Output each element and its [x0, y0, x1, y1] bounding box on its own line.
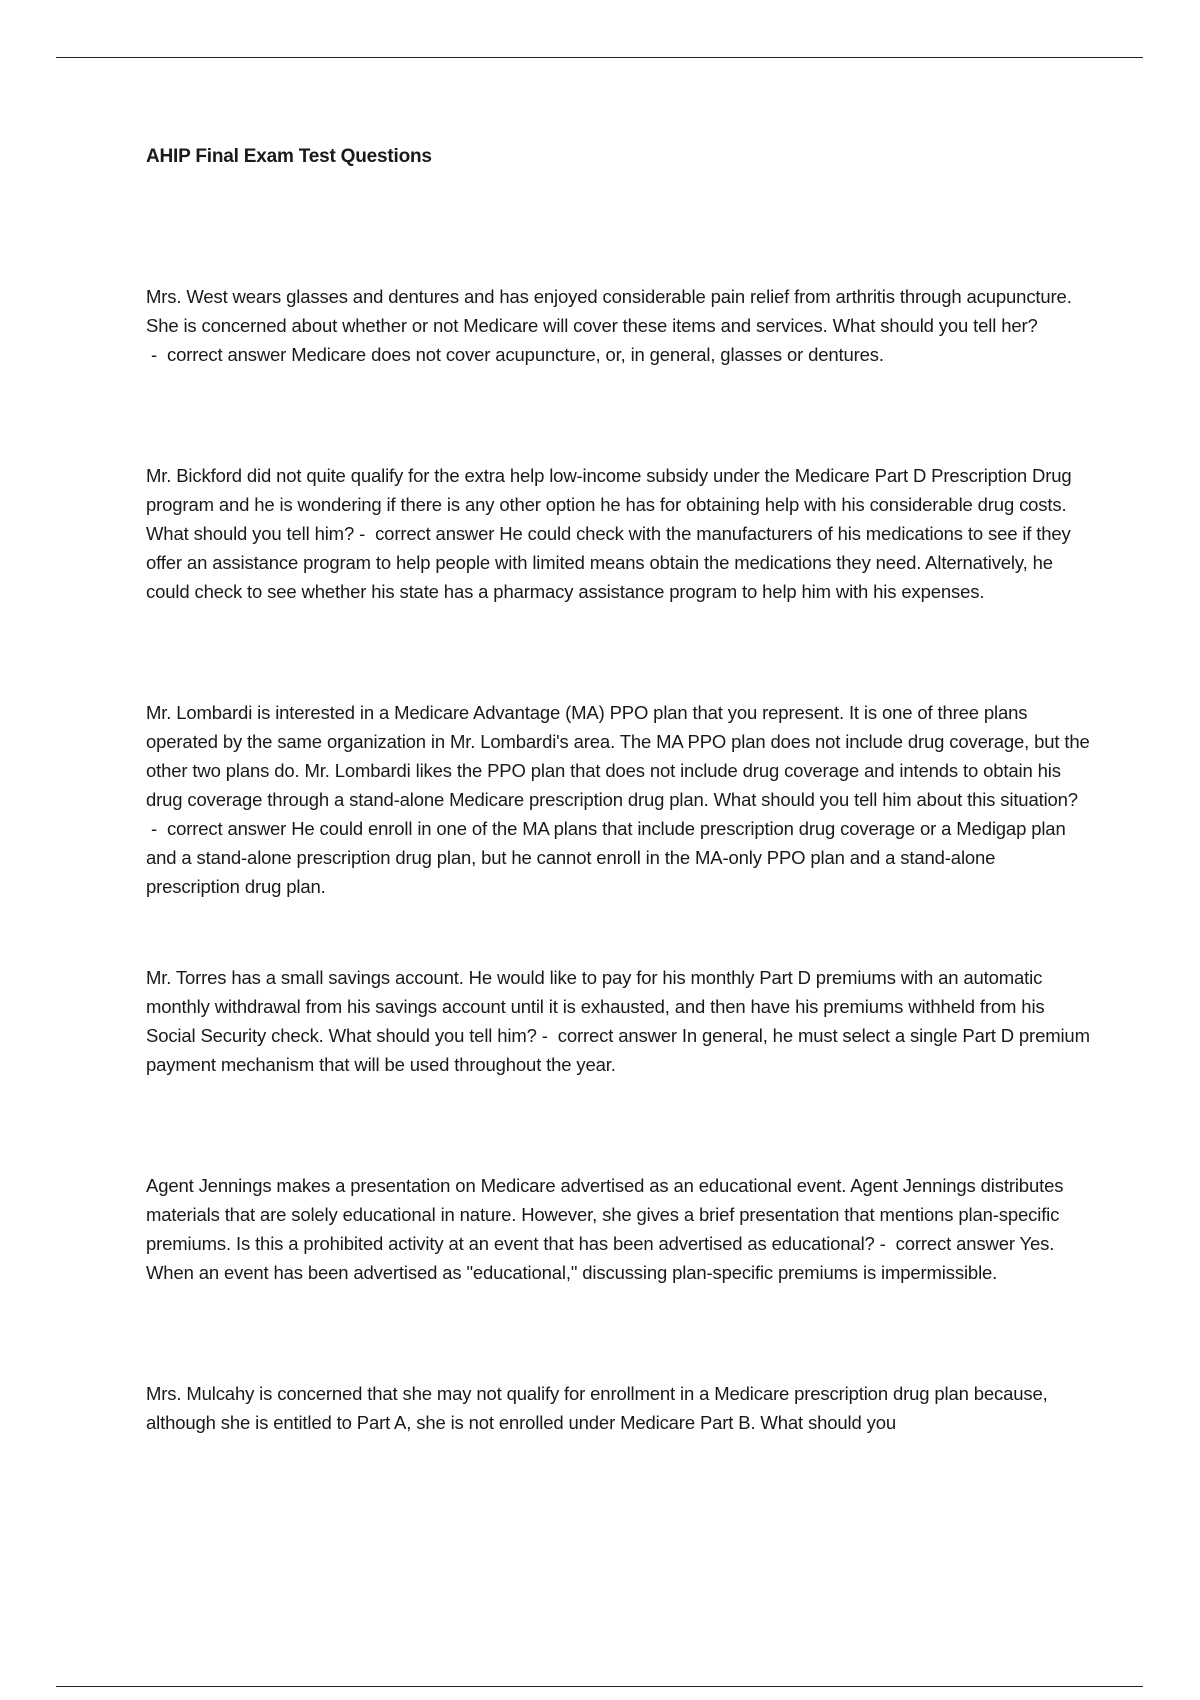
top-rule — [56, 57, 1143, 58]
question-text: Agent Jennings makes a presentation on Medicare advertised as an educational event. Agent Jennings distributes materials that are solely educational in nature. However, she gives a brief presentation that mentions plan-specific premiums. Is this a prohibited activity at an event that has been advertised as educational? — [146, 1175, 1064, 1254]
answer-separator: - correct answer — [354, 523, 500, 544]
answer-separator: - correct answer — [146, 344, 292, 365]
answer-separator: - correct answer — [874, 1233, 1020, 1254]
question-text: Mr. Bickford did not quite qualify for the extra help low-income subsidy under the Medicare Part D Prescription Drug program and he is wondering if there is any other option he has for obtaining help with his considerable drug costs. What should you tell him? — [146, 465, 1072, 544]
answer-text: He could check with the manufacturers of his medications to see if they offer an assistance program to help people with limited means obtain the medications they need. Alternatively, he could check to see whether his state has a pharmacy assistance program to help him with his expenses. — [146, 523, 1071, 602]
qa-item — [146, 698, 1091, 901]
answer-text: Medicare does not cover acupuncture, or, in general, glasses or dentures. — [291, 344, 884, 365]
document-title: AHIP Final Exam Test Questions — [146, 146, 432, 167]
qa-item — [146, 963, 1091, 1079]
answer-text: In general, he must select a single Part D premium payment mechanism that will be used throughout the year. — [146, 1025, 1090, 1075]
qa-item — [146, 461, 1091, 606]
question-text: Mr. Torres has a small savings account. He would like to pay for his monthly Part D premiums with an automatic monthly withdrawal from his savings account until it is exhausted, and then have his premiums withheld from his Social Security check. What should you tell him? — [146, 967, 1045, 1046]
answer-separator: - correct answer — [536, 1025, 682, 1046]
qa-item — [146, 282, 1091, 369]
qa-item — [146, 1171, 1091, 1287]
question-text: Mrs. Mulcahy is concerned that she may not qualify for enrollment in a Medicare prescription drug plan because, although she is entitled to Part A, she is not enrolled under Medicare Part B. What should you — [146, 1383, 1048, 1433]
answer-separator: - correct answer — [146, 818, 292, 839]
qa-item — [146, 1379, 1091, 1437]
question-text: Mrs. West wears glasses and dentures and has enjoyed considerable pain relief from arthritis through acupuncture. She is concerned about whether or not Medicare will cover these items and services. What should you tell her? — [146, 286, 1072, 336]
question-text: Mr. Lombardi is interested in a Medicare Advantage (MA) PPO plan that you represent. It is one of three plans operated by the same organization in Mr. Lombardi's area. The MA PPO plan does not include drug coverage, but the other two plans do. Mr. Lombardi likes the PPO plan that does not include drug coverage and intends to obtain his drug coverage through a stand-alone Medicare prescription drug plan. What should you tell him about this situation? — [146, 702, 1090, 810]
bottom-rule — [56, 1686, 1143, 1687]
answer-text: He could enroll in one of the MA plans that include prescription drug coverage or a Medigap plan and a stand-alone prescription drug plan, but he cannot enroll in the MA-only PPO plan and a stand-alone prescription drug plan. — [146, 818, 1066, 897]
answer-text: Yes. When an event has been advertised as "educational," discussing plan-specific premiums is impermissible. — [146, 1233, 1055, 1283]
